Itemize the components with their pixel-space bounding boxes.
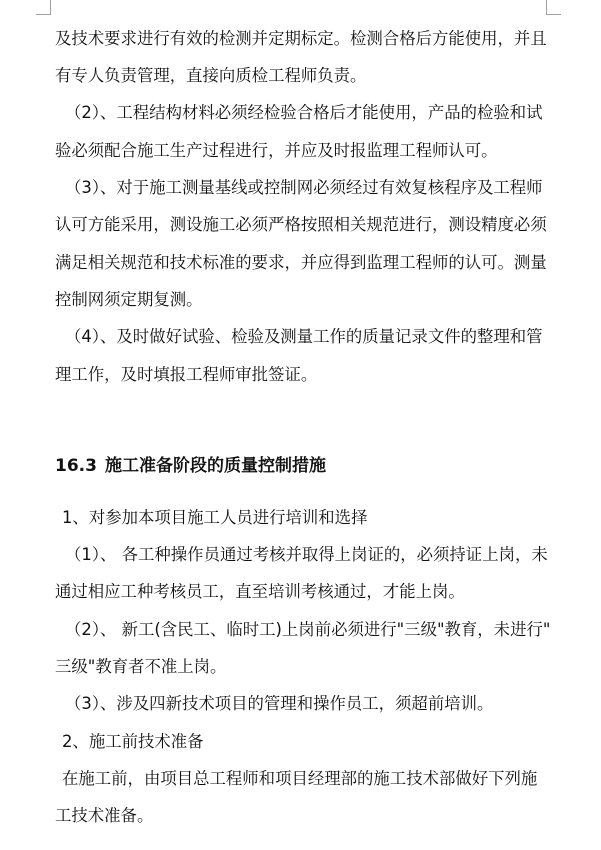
section-number: 16.3 xyxy=(55,456,97,476)
section-title: 施工准备阶段的质量控制措施 xyxy=(104,456,326,476)
text-line: 满足相关规范和技术标准的要求，并应得到监理工程师的认可。测量 xyxy=(55,253,547,272)
margin-corner-mark xyxy=(36,0,51,15)
text-line: 2、施工前技术准备 xyxy=(62,732,204,751)
text-line: 通过相应工种考核员工，直至培训考核通过，才能上岗。 xyxy=(55,582,465,601)
text-line: 三级"教育者不准上岗。 xyxy=(55,657,227,676)
text-line: （2）、 新工(含民工、临时工)上岗前必须进行"三级"教育，未进行" xyxy=(65,620,551,639)
text-line: （4）、及时做好试验、检验及测量工作的质量记录文件的整理和管 xyxy=(65,327,543,346)
text-line: 验必须配合施工生产过程进行，并应及时报监理工程师认可。 xyxy=(55,141,498,160)
text-line: 及技术要求进行有效的检测并定期标定。检测合格后方能使用，并且 xyxy=(55,29,547,48)
text-line: 认可方能采用，测设施工必须严格按照相关规范进行，测设精度必须 xyxy=(55,215,547,234)
text-line: （3）、涉及四新技术项目的管理和操作员工，须超前培训。 xyxy=(65,694,494,713)
text-line: （1）、 各工种操作员通过考核并取得上岗证的，必须持证上岗，未 xyxy=(65,545,548,564)
section-heading xyxy=(55,455,326,477)
text-line: 工技术准备。 xyxy=(55,806,154,825)
margin-corner-mark xyxy=(546,0,561,15)
text-line: 理工作，及时填报工程师审批签证。 xyxy=(55,365,318,384)
text-line: 有专人负责管理，直接向质检工程师负责。 xyxy=(55,66,367,85)
text-line: 在施工前，由项目总工程师和项目经理部的施工技术部做好下列施 xyxy=(62,769,538,788)
text-line: （2）、工程结构材料必须经检验合格后才能使用，产品的检验和试 xyxy=(65,103,543,122)
text-line: （3）、对于施工测量基线或控制网必须经过有效复核程序及工程师 xyxy=(65,178,543,197)
text-line: 1、对参加本项目施工人员进行培训和选择 xyxy=(62,508,368,527)
text-line: 控制网须定期复测。 xyxy=(55,290,203,309)
